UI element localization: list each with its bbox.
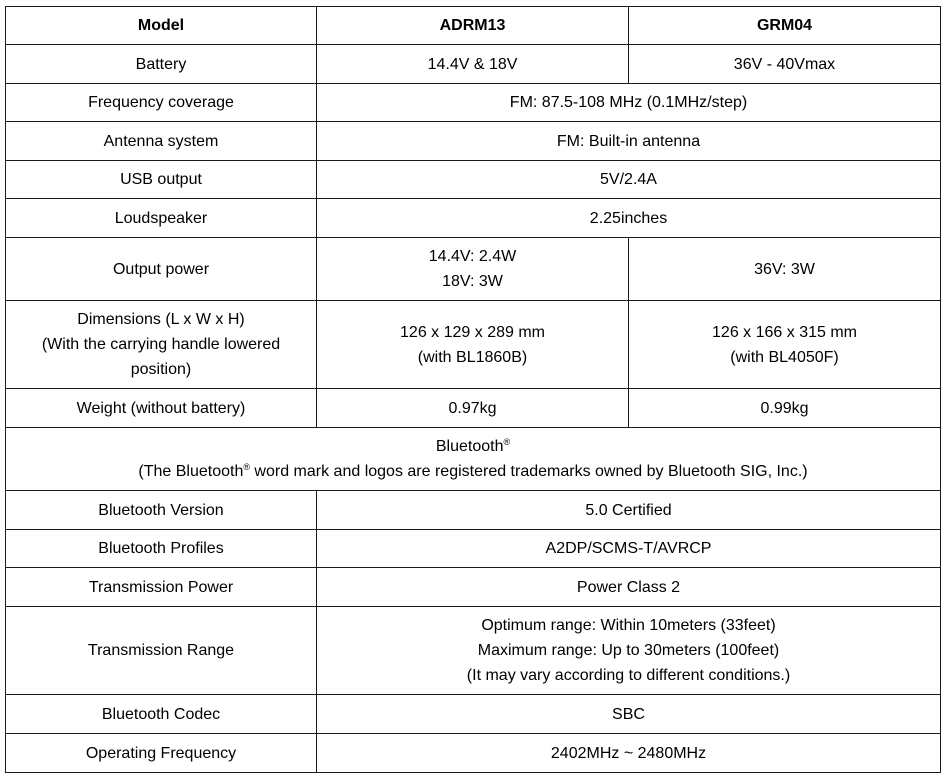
adrm13-value xyxy=(317,301,629,389)
row-label: Battery xyxy=(6,45,317,84)
row-label: Antenna system xyxy=(6,122,317,161)
row-label: Transmission Range xyxy=(6,607,317,695)
value-line: (with BL1860B) xyxy=(417,348,528,366)
grm04-value: 36V - 40Vmax xyxy=(629,45,941,84)
weight-row xyxy=(6,389,941,428)
adrm13-value: 14.4V & 18V xyxy=(317,45,629,84)
label-line: position) xyxy=(130,361,192,378)
shared-value: 2402MHz ~ 2480MHz xyxy=(317,734,941,773)
shared-value: Power Class 2 xyxy=(317,568,941,607)
shared-value: 5V/2.4A xyxy=(317,161,941,199)
row-label xyxy=(6,301,317,389)
transmission-range-row xyxy=(6,607,941,695)
bluetooth-section-cell xyxy=(6,428,941,491)
row-label: USB output xyxy=(6,161,317,199)
shared-value: FM: Built-in antenna xyxy=(317,122,941,161)
bluetooth-codec-row xyxy=(6,695,941,734)
usb-row xyxy=(6,161,941,199)
note-prefix: (The Bluetooth xyxy=(138,463,244,480)
row-label: Operating Frequency xyxy=(6,734,317,773)
value-line: Optimum range: Within 10meters (33feet) xyxy=(481,617,776,634)
shared-value: A2DP/SCMS-T/AVRCP xyxy=(317,530,941,568)
shared-value: FM: 87.5-108 MHz (0.1MHz/step) xyxy=(317,84,941,122)
adrm13-value: 0.97kg xyxy=(317,389,629,428)
bluetooth-version-row xyxy=(6,491,941,530)
shared-value: 2.25inches xyxy=(317,199,941,238)
spec-table xyxy=(5,6,941,773)
output-power-row xyxy=(6,238,941,301)
bluetooth-trademark-note xyxy=(12,459,934,484)
grm04-value: 0.99kg xyxy=(629,389,941,428)
shared-value: SBC xyxy=(317,695,941,734)
value-line: (It may vary according to different conditions.) xyxy=(466,667,791,684)
value-line: 14.4V: 2.4W xyxy=(428,248,517,265)
registered-mark: ® xyxy=(503,437,511,447)
transmission-power-row xyxy=(6,568,941,607)
battery-row xyxy=(6,45,941,84)
header-model-cell: Model xyxy=(6,7,317,45)
header-grm04-cell: GRM04 xyxy=(629,7,941,45)
shared-value: 5.0 Certified xyxy=(317,491,941,530)
dimensions-row xyxy=(6,301,941,389)
grm04-value xyxy=(629,301,941,389)
header-row xyxy=(6,7,941,45)
grm04-value: 36V: 3W xyxy=(629,238,941,301)
registered-mark: ® xyxy=(243,462,250,472)
value-line: (with BL4050F) xyxy=(730,348,839,366)
row-label: Transmission Power xyxy=(6,568,317,607)
row-label: Bluetooth Profiles xyxy=(6,530,317,568)
frequency-row xyxy=(6,84,941,122)
label-line: Dimensions (L x W x H) xyxy=(77,311,245,328)
header-adrm13-cell: ADRM13 xyxy=(317,7,629,45)
operating-frequency-row xyxy=(6,734,941,773)
row-label: Bluetooth Codec xyxy=(6,695,317,734)
value-line: 126 x 129 x 289 mm xyxy=(400,323,545,341)
bluetooth-title-text: Bluetooth xyxy=(435,438,504,455)
bluetooth-title xyxy=(12,434,934,459)
shared-value xyxy=(317,607,941,695)
row-label: Output power xyxy=(6,238,317,301)
bluetooth-section-row xyxy=(6,428,941,491)
row-label: Frequency coverage xyxy=(6,84,317,122)
row-label: Loudspeaker xyxy=(6,199,317,238)
row-label: Bluetooth Version xyxy=(6,491,317,530)
adrm13-value xyxy=(317,238,629,301)
value-line: 18V: 3W xyxy=(442,273,503,290)
note-suffix: word mark and logos are registered trademarks owned by Bluetooth SIG, Inc.) xyxy=(249,463,808,480)
row-label: Weight (without battery) xyxy=(6,389,317,428)
loudspeaker-row xyxy=(6,199,941,238)
bluetooth-profiles-row xyxy=(6,530,941,568)
value-line: 126 x 166 x 315 mm xyxy=(712,323,857,341)
value-line: Maximum range: Up to 30meters (100feet) xyxy=(477,642,780,659)
antenna-row xyxy=(6,122,941,161)
label-line: (With the carrying handle lowered xyxy=(41,336,281,353)
